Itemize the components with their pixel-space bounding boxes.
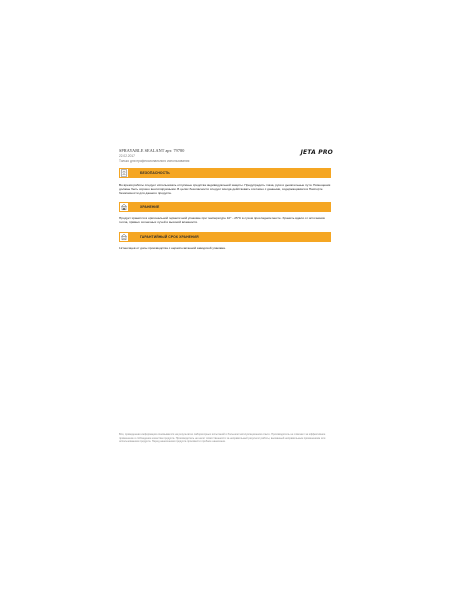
section-label: БЕЗОПАСНОСТЬ xyxy=(140,171,170,175)
section-header-shelf-life xyxy=(119,232,331,242)
disclaimer-footer: Вся, приведенная информация основывается на результатах лабораторных испытаний и большом эксплуатационном опыте. Производитель не отвечает за эффективное применение и соблюдение качества продукта. Производитель не несет ответственности за неправильный результат работы, вызванный неправильным применением или использованием продукта. Перед нанесением продукта произвести пробное нанесение. xyxy=(119,433,326,443)
storage-icon xyxy=(119,202,129,212)
section-text-storage: Продукт хранится в оригинальной герметичной упаковке при температуре 10° - 25°С в сухом прохладном месте. Хранить вдали от источников тепла, прямых солнечных лучей и высокой влажности. xyxy=(119,216,325,225)
section-label: ГАРАНТИЙНЫЙ СРОК ХРАНЕНИЯ xyxy=(140,235,199,239)
document-title: SPRAYABLE SEALANT арт. 79780 xyxy=(119,148,185,153)
safety-icon xyxy=(119,168,129,178)
section-text-shelf-life: 12 месяцев от даты производства с нераспечатанной заводской упаковке. xyxy=(119,246,227,250)
brand-logo: JETA PRO xyxy=(300,149,333,156)
section-header-storage xyxy=(119,202,331,212)
document-date: 22.02.2017 xyxy=(119,154,135,158)
section-header-safety xyxy=(119,168,331,178)
section-label: ХРАНЕНИЕ xyxy=(140,205,160,209)
shelf-life-icon xyxy=(119,232,129,242)
document-header xyxy=(119,148,335,168)
document-subtitle: Только для профессионального использования xyxy=(119,158,190,163)
section-text-safety: Во время работы следует использовать отпускные средства индивидуальной защиты. Предупредить глаза, руки и дыхательные пути. Помещения должны быть хорошо вентилируемыми. В целях безопасности следует всегда действовать согласно с данными, содержащимися в Паспорте безопасности для данного продукта. xyxy=(119,183,331,196)
